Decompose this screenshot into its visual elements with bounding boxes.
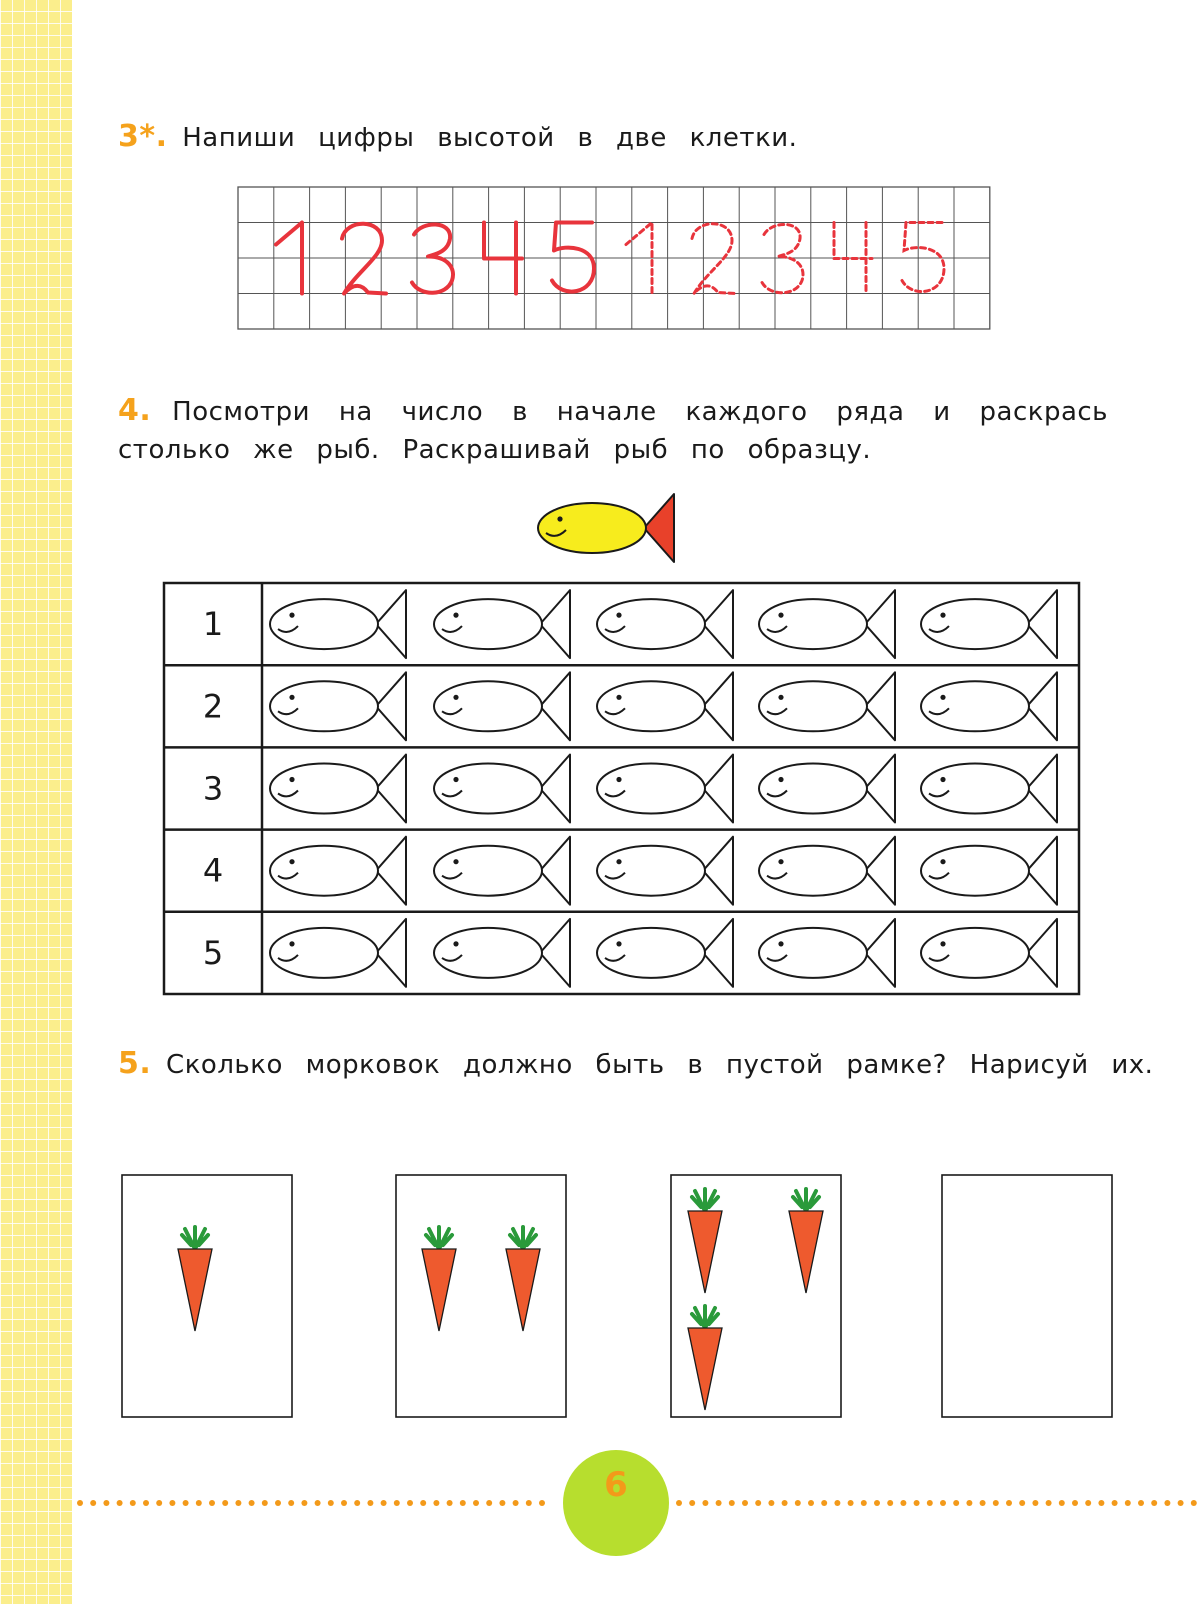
fish-body	[270, 681, 378, 731]
footer-dot	[1072, 1500, 1078, 1506]
footer-dot	[156, 1500, 162, 1506]
footer-dot	[900, 1500, 906, 1506]
task-3-text: Напиши цифры высотой в две клетки.	[182, 123, 798, 153]
footer-dot	[394, 1500, 400, 1506]
footer-dot	[966, 1500, 972, 1506]
footer-dot	[513, 1500, 519, 1506]
footer-dot	[782, 1500, 788, 1506]
row-number: 4	[202, 851, 224, 890]
footer-dot	[1006, 1500, 1012, 1506]
page-number: 6	[604, 1465, 628, 1505]
row-number: 3	[202, 769, 224, 808]
fish-eye	[616, 613, 621, 618]
footer-dot	[275, 1500, 281, 1506]
fish-body	[597, 599, 705, 649]
footer-dot	[953, 1500, 959, 1506]
footer-dot	[367, 1500, 373, 1506]
carrot-frame-3	[671, 1175, 841, 1417]
fish-table	[164, 583, 1079, 994]
carrot-frame-2	[396, 1175, 566, 1417]
footer-dot	[1164, 1500, 1170, 1506]
footer-dot	[1032, 1500, 1038, 1506]
fish-eye	[453, 695, 458, 700]
fish-body	[434, 846, 542, 896]
digit-2-solid	[342, 224, 386, 294]
footer-dot	[1138, 1500, 1144, 1506]
fish-eye	[940, 777, 945, 782]
footer-dot	[861, 1500, 867, 1506]
digit-5-dashed	[902, 223, 944, 292]
fish-body	[270, 928, 378, 978]
footer-dot	[993, 1500, 999, 1506]
footer-dot	[315, 1500, 321, 1506]
carrot-frame-4	[942, 1175, 1112, 1417]
footer-dot	[1085, 1500, 1091, 1506]
footer-dot	[1125, 1500, 1131, 1506]
fish-eye	[289, 777, 294, 782]
footer-dot	[473, 1500, 479, 1506]
fish-body	[434, 681, 542, 731]
fish-eye	[616, 777, 621, 782]
footer-dot	[288, 1500, 294, 1506]
footer-dot	[117, 1500, 123, 1506]
footer-dot	[433, 1500, 439, 1506]
footer-dot	[768, 1500, 774, 1506]
fish-eye	[289, 613, 294, 618]
fish-eye	[453, 613, 458, 618]
fish-eye	[778, 859, 783, 864]
footer-dot	[980, 1500, 986, 1506]
fish-eye	[616, 695, 621, 700]
footer-dot	[940, 1500, 946, 1506]
fish-body	[270, 764, 378, 814]
footer-dot	[460, 1500, 466, 1506]
digit-4-solid	[484, 223, 522, 294]
footer-dot	[539, 1500, 545, 1506]
fish-eye	[557, 516, 562, 521]
task-5-text: Сколько морковок должно быть в пустой рамке? Нарисуй их.	[166, 1050, 1154, 1080]
fish-eye	[453, 941, 458, 946]
footer-dot	[407, 1500, 413, 1506]
fish-body	[434, 764, 542, 814]
footer-dot	[328, 1500, 334, 1506]
fish-body	[538, 503, 646, 553]
carrot-frames	[122, 1175, 1112, 1417]
footer-dot	[702, 1500, 708, 1506]
footer-dot	[755, 1500, 761, 1506]
footer-dot	[499, 1500, 505, 1506]
footer-dot	[301, 1500, 307, 1506]
footer-dot	[354, 1500, 360, 1506]
sample-colored-fish	[538, 494, 674, 562]
footer-dot	[716, 1500, 722, 1506]
fish-body	[759, 928, 867, 978]
fish-eye	[616, 941, 621, 946]
footer-dot	[222, 1500, 228, 1506]
footer-dot	[1046, 1500, 1052, 1506]
digit-2-dashed	[692, 224, 736, 294]
fish-body	[597, 764, 705, 814]
footer-dot	[381, 1500, 387, 1506]
task-4-text: Посмотри на число в начале каждого ряда и раскрась столько же рыб. Раскрашивай рыб по образцу.	[118, 397, 1108, 465]
fish-body	[597, 928, 705, 978]
task-3-number: 3*.	[118, 119, 168, 154]
fish-eye	[289, 941, 294, 946]
fish-eye	[453, 777, 458, 782]
fish-body	[921, 928, 1029, 978]
footer-dot	[209, 1500, 215, 1506]
footer-dot	[729, 1500, 735, 1506]
fish-body	[597, 846, 705, 896]
footer-dot	[887, 1500, 893, 1506]
fish-eye	[778, 941, 783, 946]
footer-dot	[90, 1500, 96, 1506]
fish-eye	[289, 695, 294, 700]
digit-3-solid	[412, 224, 453, 292]
footer-dot	[874, 1500, 880, 1506]
footer-dot	[486, 1500, 492, 1506]
fish-eye	[940, 613, 945, 618]
footer-dot	[1019, 1500, 1025, 1506]
digit-4-dashed	[834, 223, 872, 294]
footer-dot	[1151, 1500, 1157, 1506]
footer-dot	[834, 1500, 840, 1506]
row-number: 5	[202, 933, 224, 972]
footer-dot	[249, 1500, 255, 1506]
digit-5-solid	[552, 223, 594, 292]
footer-dot	[848, 1500, 854, 1506]
fish-body	[270, 599, 378, 649]
footer-dot	[1191, 1500, 1197, 1506]
fish-body	[759, 846, 867, 896]
footer-dot	[676, 1500, 682, 1506]
fish-eye	[289, 859, 294, 864]
fish-eye	[778, 695, 783, 700]
fish-body	[434, 928, 542, 978]
fish-body	[597, 681, 705, 731]
frame-border	[942, 1175, 1112, 1417]
footer-dot	[169, 1500, 175, 1506]
footer-dot	[914, 1500, 920, 1506]
frame-border	[122, 1175, 292, 1417]
fish-body	[759, 764, 867, 814]
footer-dot	[689, 1500, 695, 1506]
footer-dot	[196, 1500, 202, 1506]
footer-dot	[103, 1500, 109, 1506]
fish-body	[270, 846, 378, 896]
footer-dot	[1112, 1500, 1118, 1506]
footer-dot	[526, 1500, 532, 1506]
footer-dot	[821, 1500, 827, 1506]
footer-dot	[927, 1500, 933, 1506]
fish-eye	[778, 613, 783, 618]
footer-dot	[808, 1500, 814, 1506]
fish-eye	[453, 859, 458, 864]
fish-body	[921, 846, 1029, 896]
fish-body	[434, 599, 542, 649]
footer-dot	[143, 1500, 149, 1506]
fish-eye	[940, 859, 945, 864]
footer-dot	[235, 1500, 241, 1506]
row-number: 2	[202, 687, 224, 726]
footer-dot	[420, 1500, 426, 1506]
footer-dot	[130, 1500, 136, 1506]
fish-eye	[940, 695, 945, 700]
digit-3-dashed	[762, 224, 803, 292]
fish-eye	[940, 941, 945, 946]
footer-dot	[447, 1500, 453, 1506]
frame-border	[396, 1175, 566, 1417]
footer-dot	[262, 1500, 268, 1506]
footer-dot	[1178, 1500, 1184, 1506]
carrot-frame-1	[122, 1175, 292, 1417]
page-footer	[77, 1450, 1197, 1556]
sample-fish	[538, 494, 674, 562]
fish-body	[921, 599, 1029, 649]
fish-body	[759, 681, 867, 731]
footer-dot	[341, 1500, 347, 1506]
footer-dot	[183, 1500, 189, 1506]
footer-dot	[1098, 1500, 1104, 1506]
fish-tail	[644, 494, 674, 562]
digit-writing-grid	[238, 187, 990, 329]
task-4-number: 4.	[118, 393, 152, 428]
fish-body	[759, 599, 867, 649]
fish-eye	[616, 859, 621, 864]
fish-body	[921, 764, 1029, 814]
footer-dot	[1059, 1500, 1065, 1506]
fish-body	[921, 681, 1029, 731]
footer-dot	[77, 1500, 83, 1506]
row-number: 1	[202, 605, 224, 644]
fish-eye	[778, 777, 783, 782]
task-5-number: 5.	[118, 1046, 152, 1081]
footer-dot	[742, 1500, 748, 1506]
footer-dot	[795, 1500, 801, 1506]
